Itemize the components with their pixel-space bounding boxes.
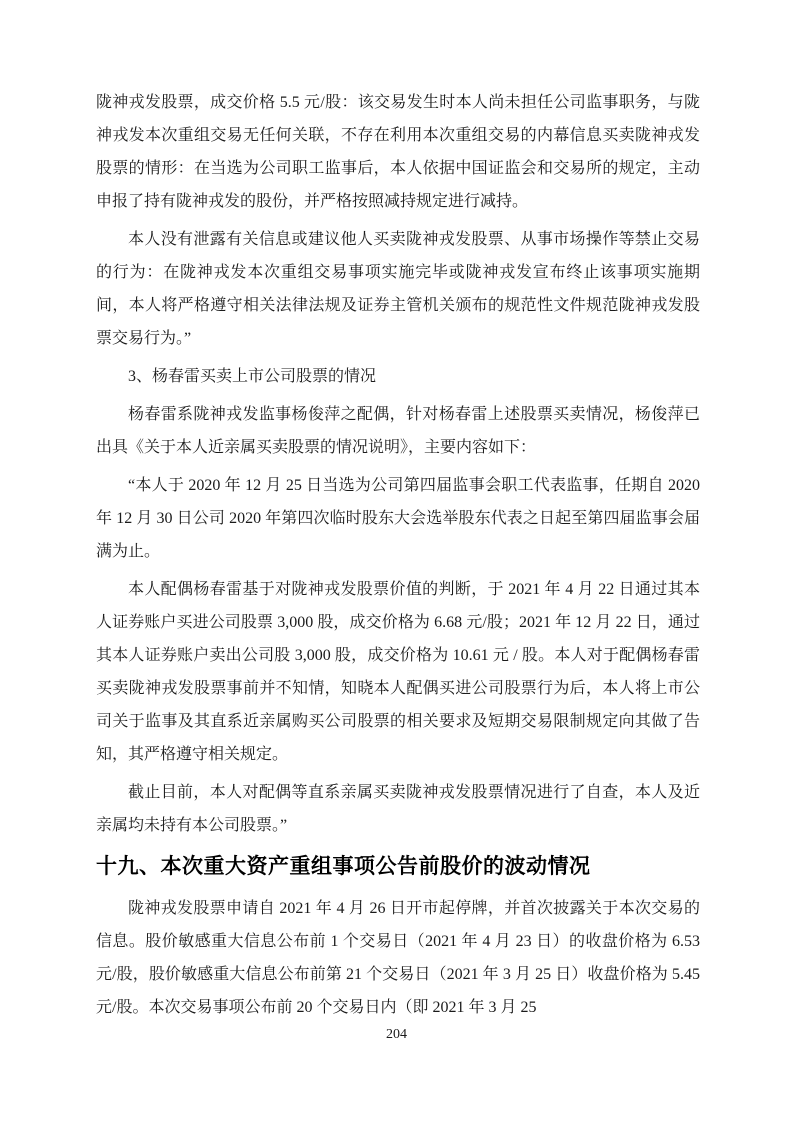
section-subheading: 3、杨春雷买卖上市公司股票的情况: [128, 368, 377, 385]
body-paragraph: 本人配偶杨春雷基于对陇神戎发股票价值的判断，于 2021 年 4 月 22 日通过其本人证券账户买进公司股票 3,000 股，成交价格为 6.68 元/股；2021 年 12 月 22 日，通过其本人证券账户卖出公司股 3,000 股，成交价格为 10.61 元 / 股。本人对于配偶杨春雷买卖陇神戎发股票事前并不知情，知晓本人配偶买进公司股票行为后，本人将上市公司关于监事及其直系近亲属购买公司股票的相关要求及短期交易限制规定向其做了告知，其严格遵守相关规定。: [96, 581, 700, 763]
page-number: 204: [386, 1027, 407, 1042]
body-paragraph: 本人没有泄露有关信息或建议他人买卖陇神戎发股票、从事市场操作等禁止交易的行为：在陇神戎发本次重组交易事项实施完毕或陇神戎发宣布终止该事项实施期间，本人将严格遵守相关法律法规及证券主管机关颁布的规范性文件规范陇神戎发股票交易行为。”: [96, 231, 700, 347]
body-paragraph: 杨春雷系陇神戎发监事杨俊萍之配偶，针对杨春雷上述股票买卖情况，杨俊萍已出具《关于本人近亲属买卖股票的情况说明》，主要内容如下：: [96, 406, 700, 456]
body-paragraph: 陇神戎发股票，成交价格 5.5 元/股：该交易发生时本人尚未担任公司监事职务，与陇神戎发本次重组交易无任何关联，不存在利用本次重组交易的内幕信息买卖陇神戎发股票的情形：在当选为公司职工监事后，本人依据中国证监会和交易所的规定，主动申报了持有陇神戎发的股份，并严格按照减持规定进行减持。: [96, 94, 700, 210]
section-heading: 十九、本次重大资产重组事项公告前股价的波动情况: [96, 855, 591, 878]
body-paragraph: 截止目前，本人对配偶等直系亲属买卖陇神戎发股票情况进行了自查，本人及近亲属均未持有本公司股票。”: [96, 784, 700, 834]
body-paragraph: 陇神戎发股票申请自 2021 年 4 月 26 日开市起停牌，并首次披露关于本次交易的信息。股价敏感重大信息公布前 1 个交易日（2021 年 4 月 23 日）的收盘价格为 6.53 元/股，股价敏感重大信息公布前第 21 个交易日（2021 年 3 月 25 日）收盘价格为 5.45 元/股。本次交易事项公布前 20 个交易日内（即 2021 年 3 月 25: [96, 900, 700, 1016]
body-paragraph: “本人于 2020 年 12 月 25 日当选为公司第四届监事会职工代表监事，任期自 2020 年 12 月 30 日公司 2020 年第四次临时股东大会选举股东代表之日起至第四届监事会届满为止。: [96, 477, 700, 560]
